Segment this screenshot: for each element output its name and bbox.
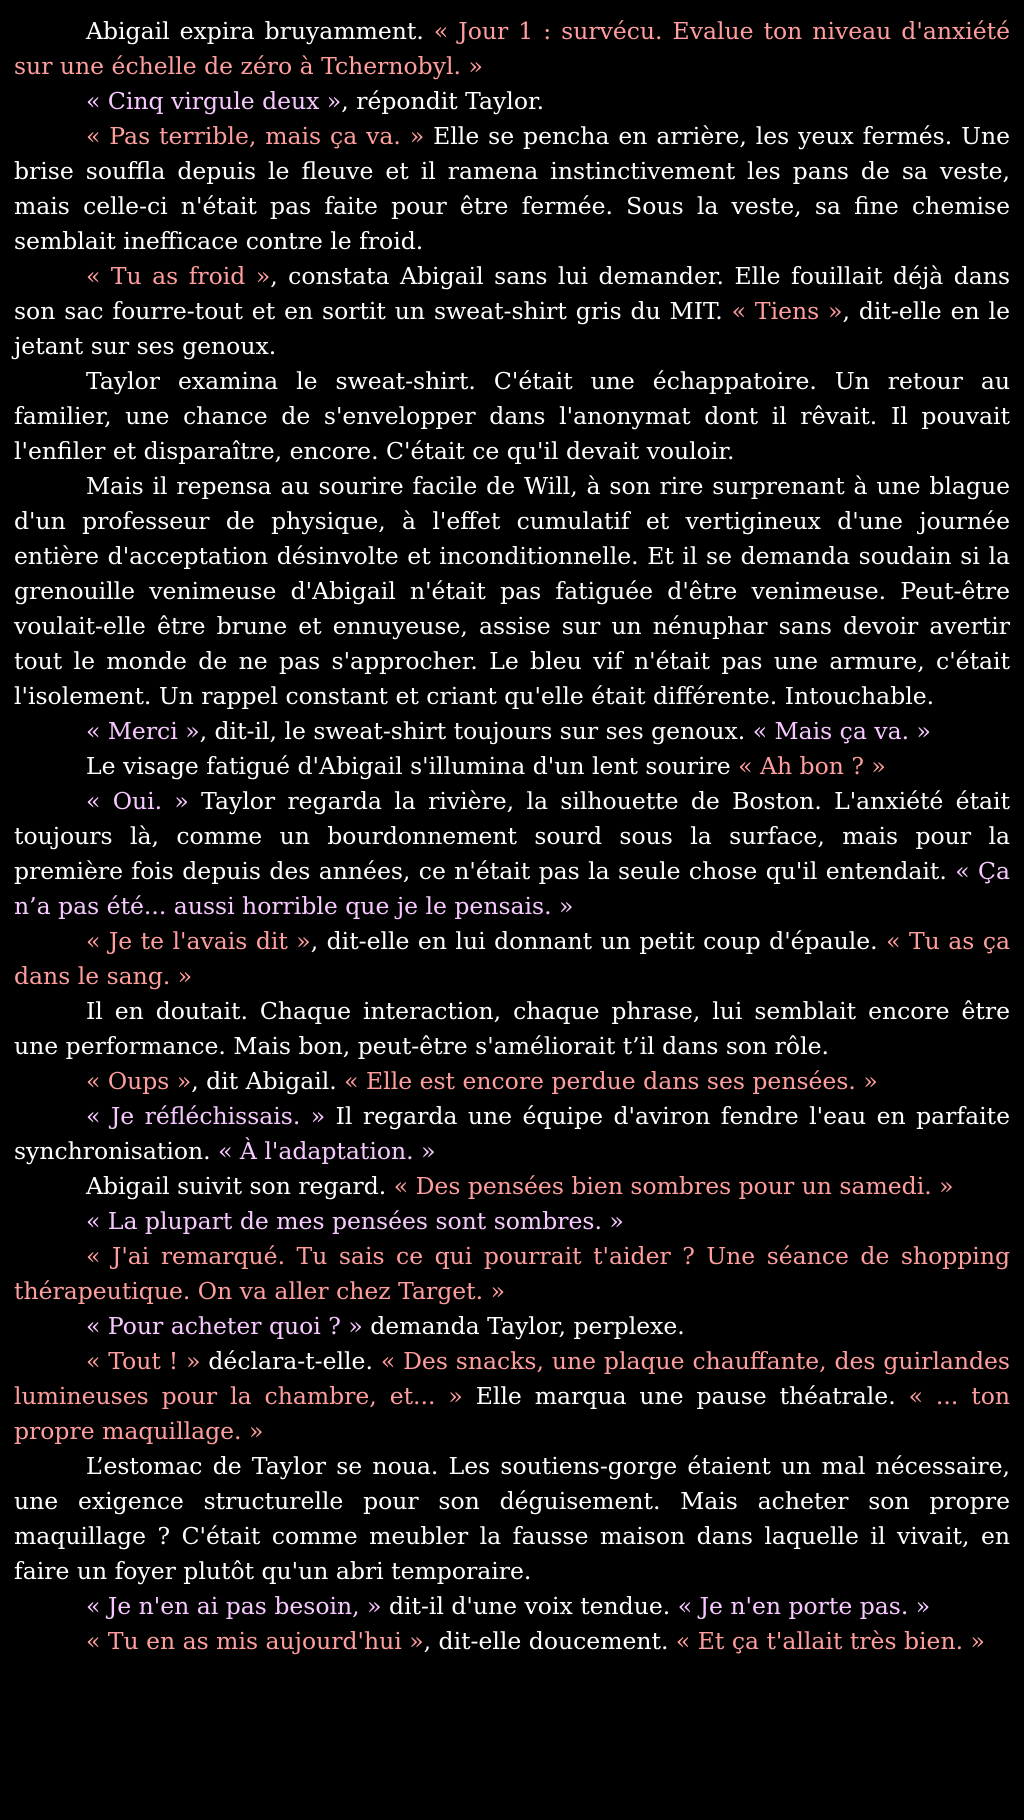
story-paragraph <box>14 1169 1010 1204</box>
abigail-dialogue: « Des pensées bien sombres pour un samedi. » <box>393 1172 954 1200</box>
story-paragraph <box>14 1589 1010 1624</box>
story-paragraph <box>14 1064 1010 1099</box>
narration-text: Elle se pencha en arrière, les yeux fermés. Une brise souffla depuis le fleuve et il ramena instinctivement les pans de sa veste, mais celle-ci n'était pas faite pour être fermée. Sous la veste, sa fine chemise semblait inefficace contre le froid. <box>14 122 1010 255</box>
abigail-dialogue: « Des snacks, une plaque chauffante, des guirlandes lumineuses pour la chambre, et... » <box>14 1347 1010 1410</box>
narration-text: , dit-il, le sweat-shirt toujours sur ses genoux. <box>199 717 753 745</box>
narration-text: déclara-t-elle. <box>200 1347 381 1375</box>
narration-text: Taylor regarda la rivière, la silhouette de Boston. L'anxiété était toujours là, comme un bourdonnement sourd sous la surface, mais pour la première fois depuis des années, ce n'était pas la seule chose qu'il entendait. <box>14 787 1010 885</box>
narration-text: , dit-elle doucement. <box>423 1627 676 1655</box>
story-paragraph <box>14 1239 1010 1309</box>
story-paragraph <box>14 1624 1010 1659</box>
abigail-dialogue: « Tu as froid » <box>86 262 271 290</box>
story-paragraph <box>14 364 1010 469</box>
story-paragraph <box>14 1099 1010 1169</box>
taylor-dialogue: « À l'adaptation. » <box>218 1137 436 1165</box>
narration-text: Il en doutait. Chaque interaction, chaque phrase, lui semblait encore être une performance. Mais bon, peut-être s'améliorait t’il dans son rôle. <box>14 997 1010 1060</box>
abigail-dialogue: « Oups » <box>86 1067 192 1095</box>
abigail-dialogue: « J'ai remarqué. Tu sais ce qui pourrait t'aider ? Une séance de shopping thérapeutique. On va aller chez Target. » <box>14 1242 1010 1305</box>
narration-text: dit-il d'une voix tendue. <box>381 1592 678 1620</box>
narration-text: Taylor examina le sweat-shirt. C'était une échappatoire. Un retour au familier, une chance de s'envelopper dans l'anonymat dont il rêvait. Il pouvait l'enfiler et disparaître, encore. C'était ce qu'il devait vouloir. <box>14 367 1010 465</box>
story-paragraph <box>14 1309 1010 1344</box>
abigail-dialogue: « Tout ! » <box>86 1347 201 1375</box>
taylor-dialogue: « Mais ça va. » <box>752 717 931 745</box>
abigail-dialogue: « ... ton propre maquillage. » <box>14 1382 1010 1445</box>
abigail-dialogue: « Jour 1 : survécu. Evalue ton niveau d'anxiété sur une échelle de zéro à Tchernobyl. » <box>14 17 1010 80</box>
narration-text: Elle marqua une pause théatrale. <box>462 1382 909 1410</box>
narration-text: , constata Abigail sans lui demander. Elle fouillait déjà dans son sac fourre-tout et en sortit un sweat-shirt gris du MIT. <box>14 262 1010 325</box>
story-paragraph <box>14 784 1010 924</box>
story-paragraph <box>14 1449 1010 1589</box>
abigail-dialogue: « Tiens » <box>731 297 843 325</box>
taylor-dialogue: « Pour acheter quoi ? » <box>86 1312 363 1340</box>
abigail-dialogue: « Je te l'avais dit » <box>86 927 311 955</box>
story-paragraph <box>14 469 1010 714</box>
story-paragraph <box>14 749 1010 784</box>
taylor-dialogue: « Oui. » <box>86 787 189 815</box>
story-paragraph <box>14 714 1010 749</box>
narration-text: , dit-elle en lui donnant un petit coup d'épaule. <box>310 927 887 955</box>
abigail-dialogue: « Pas terrible, mais ça va. » <box>86 122 425 150</box>
abigail-dialogue: « Tu as ça dans le sang. » <box>14 927 1010 990</box>
abigail-dialogue: « Et ça t'allait très bien. » <box>675 1627 985 1655</box>
taylor-dialogue: « Je n'en ai pas besoin, » <box>86 1592 382 1620</box>
narration-text: Mais il repensa au sourire facile de Will, à son rire surprenant à une blague d'un professeur de physique, à l'effet cumulatif et vertigineux d'une journée entière d'acceptation désinvolte et inconditionnelle. Et il se demanda soudain si la grenouille venimeuse d'Abigail n'était pas fatiguée d'être venimeuse. Peut-être voulait-elle être brune et ennuyeuse, assise sur un nénuphar sans devoir avertir tout le monde de ne pas s'approcher. Le bleu vif n'était pas une armure, c'était l'isolement. Un rappel constant et criant qu'elle était différente. Intouchable. <box>14 472 1010 710</box>
narration-text: , dit Abigail. <box>191 1067 345 1095</box>
story-paragraph <box>14 119 1010 259</box>
story-paragraph <box>14 1204 1010 1239</box>
narration-text: Abigail expira bruyamment. <box>86 17 434 45</box>
taylor-dialogue: « Cinq virgule deux » <box>86 87 342 115</box>
taylor-dialogue: « Merci » <box>86 717 200 745</box>
story-paragraph <box>14 259 1010 364</box>
story-paragraph <box>14 994 1010 1064</box>
taylor-dialogue: « La plupart de mes pensées sont sombres. » <box>86 1207 624 1235</box>
abigail-dialogue: « Elle est encore perdue dans ses pensées. » <box>344 1067 878 1095</box>
abigail-dialogue: « Tu en as mis aujourd'hui » <box>86 1627 424 1655</box>
narration-text: Il regarda une équipe d'aviron fendre l'eau en parfaite synchronisation. <box>14 1102 1010 1165</box>
abigail-dialogue: « Ah bon ? » <box>738 752 886 780</box>
narration-text: Le visage fatigué d'Abigail s'illumina d'un lent sourire <box>86 752 739 780</box>
story-paragraph <box>14 84 1010 119</box>
story-paragraph <box>14 1344 1010 1449</box>
story-paragraph <box>14 14 1010 84</box>
narration-text: Abigail suivit son regard. <box>86 1172 394 1200</box>
narration-text: , répondit Taylor. <box>341 87 545 115</box>
taylor-dialogue: « Je réfléchissais. » <box>86 1102 326 1130</box>
narration-text: demanda Taylor, perplexe. <box>362 1312 685 1340</box>
taylor-dialogue: « Je n'en porte pas. » <box>677 1592 931 1620</box>
narration-text: L’estomac de Taylor se noua. Les soutiens-gorge étaient un mal nécessaire, une exigence structurelle pour son déguisement. Mais acheter son propre maquillage ? C'était comme meubler la fausse maison dans laquelle il vivait, en faire un foyer plutôt qu'un abri temporaire. <box>14 1452 1010 1585</box>
story-paragraph <box>14 924 1010 994</box>
narration-text: , dit-elle en le jetant sur ses genoux. <box>14 297 1010 360</box>
taylor-dialogue: « Ça n’a pas été... aussi horrible que je le pensais. » <box>14 857 1010 920</box>
